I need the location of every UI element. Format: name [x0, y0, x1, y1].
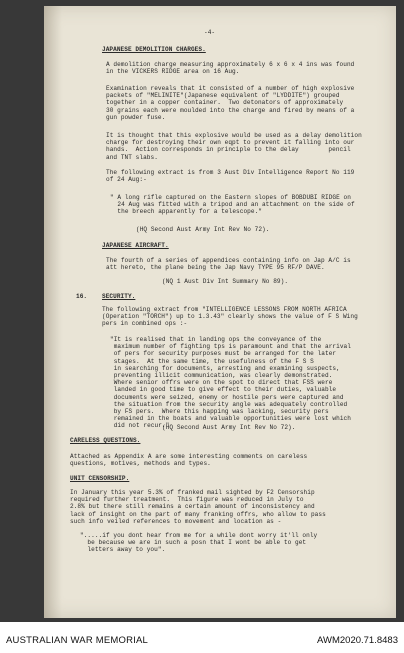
paragraph: Examination reveals that it consisted of a number of high explosive packets of "MELINITE"(Japanese equivalent of "LYDDITE") grouped together in a copper container. Two detonators of approximately 30 grains each were moulded into the charge and fired by means of a gun powder fuse. — [106, 85, 355, 121]
paragraph: The following extract from "INTELLIGENCE LESSONS FROM NORTH AFRICA (Operation "TORCH") up to 1.3.43" clearly shows the value of F S Wing pers in combined ops :- — [102, 306, 358, 328]
paragraph: Attached as Appendix A are some interesting comments on careless questions, motives, methods and types. — [70, 453, 308, 468]
block-quote: ".....if you dont hear from me for a while dont worry it'll only be because we are in such a posn that I wont be able to get letters away to you". — [80, 532, 318, 554]
page-marker: -4- — [204, 29, 216, 36]
paragraph: In January this year 5.3% of franked mail sighted by F2 Censorship required further treatment. This figure was reduced in July to 2.8% but there still remains a certain amount of inconsistency and lack of insight on the part of many franking offrs, who allow to pass such info veiled references to movement and location as - — [70, 489, 326, 525]
section-heading-aircraft: JAPANESE AIRCRAFT. — [102, 242, 169, 249]
source-citation: (HQ Second Aust Army Int Rev No 72). — [162, 424, 296, 431]
section-heading-censorship: UNIT CENSORSHIP. — [70, 475, 130, 482]
source-citation: (NQ 1 Aust Div Int Summary No 89). — [162, 278, 289, 285]
section-number: 16. — [76, 293, 88, 300]
document-page — [44, 6, 396, 618]
paragraph: The fourth of a series of appendices containing info on Jap A/C is att hereto, the plane being the Jap Navy TYPE 95 RF/P DAVE. — [106, 257, 351, 272]
institution-name: AUSTRALIAN WAR MEMORIAL — [6, 635, 149, 646]
section-heading-security: SECURITY. — [102, 293, 136, 300]
page-edge-shadow — [44, 6, 62, 618]
paragraph: The following extract is from 3 Aust Div Intelligence Report No 119 of 24 Aug:- — [106, 169, 355, 184]
source-citation: (HQ Second Aust Army Int Rev No 72). — [136, 226, 270, 233]
section-heading-careless: CARELESS QUESTIONS. — [70, 437, 141, 444]
block-quote: " A long rifle captured on the Eastern slopes of BOBDUBI RIDGE on 24 Aug was fitted with a tripod and an attachment on the side of the breech apparently for a telescope." — [110, 194, 355, 216]
section-heading-demolition: JAPANESE DEMOLITION CHARGES. — [102, 46, 206, 53]
block-quote: "It is realised that in landing ops the conveyance of the maximum number of fighting tps is paramount and that the arrival of pers for security purposes must be arranged for the later stages. At the same time, the usefulness of the F S S in searching for documents, arresting and examining suspects, preventing illicit communication, was clearly demonstrated. Where senior offrs were on the spot to direct that FSS were landed in good time to give effect to their duties, valuable documents were seized, enemy or hostile pers were captured and the situation from the security angle was adequately controlled by FS pers. Where this happing was lacking, security pers remained in the boats and valuable opportunities were lost which did not recur." — [110, 336, 351, 430]
footer-bar — [0, 622, 404, 653]
catalogue-reference: AWM2020.71.8483 — [317, 635, 398, 646]
paragraph: It is thought that this explosive would be used as a delay demolition charge for destroying their own eqpt to prevent it falling into our hands. Action corresponds in principle to the delay pencil and TNT slabs. — [106, 132, 362, 161]
paragraph: A demolition charge measuring approximately 6 x 6 x 4 ins was found in the VICKERS RIDGE area on 16 Aug. — [106, 61, 355, 76]
